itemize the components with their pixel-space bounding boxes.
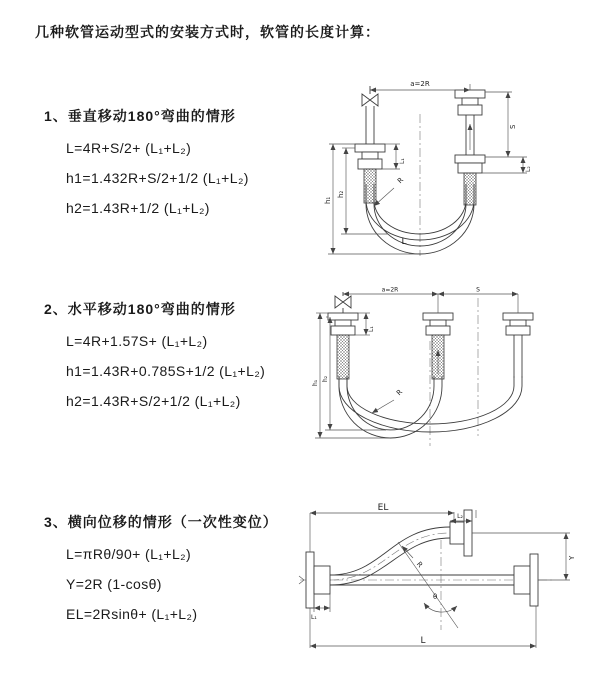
svg-text:h₂: h₂ [322,375,329,382]
svg-text:θ: θ [433,593,438,601]
svg-text:L₁: L₁ [399,158,406,164]
svg-text:a=2R: a=2R [381,286,399,294]
section-2 [44,299,344,409]
diagram-lateral-displacement [298,500,598,655]
diagram-vertical-180-bend [308,72,590,260]
dimension-s [438,287,518,295]
section-3-formula-EL: EL=2Rsinθ+ (L₁+L₂) [66,606,198,622]
left-flange [306,552,330,608]
right-fitting-lower [455,155,485,205]
dimension-span [343,287,518,314]
svg-text:S: S [509,124,517,129]
section-2-heading: 2、水平移动180°弯曲的情形 [44,301,236,317]
section-3-heading: 3、横向位移的情形（一次性变位） [44,514,278,530]
radius-label [402,546,424,569]
section-1-formula-h1: h1=1.432R+S/2+1/2 (L₁+L₂) [66,170,249,186]
dimension-s [485,92,527,157]
svg-text:h₂: h₂ [337,190,345,198]
dimension-l2 [482,157,532,173]
svg-text:R: R [396,176,406,186]
svg-text:R: R [414,560,425,570]
svg-text:h₁: h₁ [312,379,319,386]
diagram-horizontal-180-bend [308,286,590,451]
svg-text:S: S [476,286,480,294]
dimension-l [310,606,536,648]
section-2-formula-L: L=4R+1.57S+ (L₁+L₂) [66,333,208,349]
hose-displaced [330,527,450,585]
right-fitting [503,313,533,378]
svg-text:L₂: L₂ [457,513,463,520]
svg-text:h₁: h₁ [324,196,332,204]
section-1 [44,106,344,216]
radius-label [372,388,404,413]
valve-icon [362,86,378,144]
svg-text:L₁: L₁ [368,326,375,332]
dimension-l1 [382,144,406,169]
svg-text:L₁: L₁ [311,614,317,621]
section-2-formula-h1: h1=1.43R+0.785S+1/2 (L₁+L₂) [66,363,266,379]
hose-loops [339,376,522,438]
svg-text:R: R [395,388,405,398]
section-3-formula-Y: Y=2R (1-cosθ) [66,576,162,592]
section-3-formula-L: L=πRθ/90+ (L₁+L₂) [66,546,192,562]
lower-right-flange [514,554,538,606]
svg-text:EL: EL [377,503,389,513]
section-1-formula-L: L=4R+S/2+ (L₁+L₂) [66,140,192,156]
page-title: 几种软管运动型式的安装方式时，软管的长度计算： [35,24,380,40]
left-fitting [355,144,385,203]
svg-text:L₂: L₂ [525,166,532,172]
left-fitting [328,313,358,379]
svg-text:a=2R: a=2R [410,80,430,88]
dimension-span [370,80,470,90]
length-label: L [401,237,407,247]
dimension-el [310,503,454,552]
section-1-heading: 1、垂直移动180°弯曲的情形 [44,108,236,124]
valve-icon [335,292,351,313]
section-2-formula-h2: h2=1.43R+S/2+1/2 (L₁+L₂) [66,393,241,409]
svg-text:Y: Y [568,555,576,560]
svg-text:L: L [420,636,426,646]
section-1-formula-h2: h2=1.43R+1/2 (L₁+L₂) [66,200,210,216]
dimension-l1 [311,594,330,621]
radius-label [374,176,405,206]
